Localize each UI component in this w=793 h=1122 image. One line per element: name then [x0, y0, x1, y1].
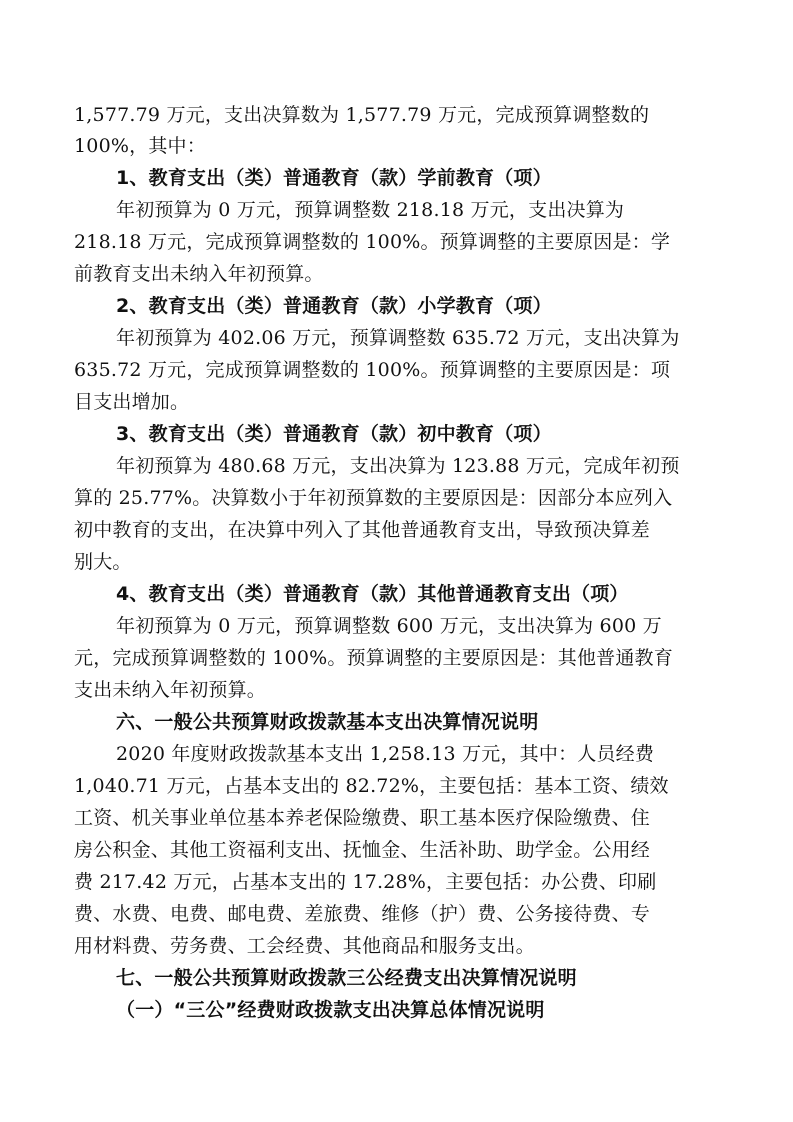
body-text-line: 前教育支出未纳入年初预算。: [74, 263, 324, 285]
item-heading: 2、教育支出（类）普通教育（款）小学教育（项）: [116, 295, 552, 317]
body-text-line: 别大。: [74, 551, 132, 573]
section-heading: 六、一般公共预算财政拨款基本支出决算情况说明: [116, 711, 539, 733]
item-heading: 4、教育支出（类）普通教育（款）其他普通教育支出（项）: [116, 583, 629, 605]
body-text-line: 2020 年度财政拨款基本支出 1,258.13 万元，其中：人员经费: [116, 743, 655, 765]
body-text-line: 工资、机关事业单位基本养老保险缴费、职工基本医疗保险缴费、住: [74, 807, 651, 829]
body-text-line: 年初预算为 480.68 万元，支出决算为 123.88 万元，完成年初预: [116, 455, 680, 477]
body-text-line: 目支出增加。: [74, 391, 190, 413]
body-text-line: 218.18 万元，完成预算调整数的 100%。预算调整的主要原因是：学: [74, 231, 671, 253]
body-text-line: 元，完成预算调整数的 100%。预算调整的主要原因是：其他普通教育: [74, 647, 673, 669]
body-text-line: 费、水费、电费、邮电费、差旅费、维修（护）费、公务接待费、专: [74, 903, 651, 925]
body-text-line: 1,040.71 万元，占基本支出的 82.72%，主要包括：基本工资、绩效: [74, 775, 669, 797]
item-heading: 3、教育支出（类）普通教育（款）初中教育（项）: [116, 423, 552, 445]
section-heading: 七、一般公共预算财政拨款三公经费支出决算情况说明: [116, 967, 577, 989]
item-heading: 1、教育支出（类）普通教育（款）学前教育（项）: [116, 167, 552, 189]
body-text-line: 年初预算为 0 万元，预算调整数 600 万元，支出决算为 600 万: [116, 615, 662, 637]
body-text-line: 年初预算为 402.06 万元，预算调整数 635.72 万元，支出决算为: [116, 327, 680, 349]
body-text-line: 100%，其中：: [74, 135, 206, 157]
body-text-line: 1,577.79 万元，支出决算数为 1,577.79 万元，完成预算调整数的: [74, 104, 650, 126]
body-text-line: 年初预算为 0 万元，预算调整数 218.18 万元，支出决算为: [116, 199, 625, 221]
body-text-line: 算的 25.77%。决算数小于年初预算数的主要原因是：因部分本应列入: [74, 487, 673, 509]
subsection-heading: （一）“三公”经费财政拨款支出决算总体情况说明: [116, 999, 545, 1021]
body-text-line: 用材料费、劳务费、工会经费、其他商品和服务支出。: [74, 935, 535, 957]
body-text-line: 635.72 万元，完成预算调整数的 100%。预算调整的主要原因是：项: [74, 359, 671, 381]
body-text-line: 费 217.42 万元，占基本支出的 17.28%，主要包括：办公费、印刷: [74, 871, 657, 893]
body-text-line: 支出未纳入年初预算。: [74, 679, 267, 701]
body-text-line: 房公积金、其他工资福利支出、抚恤金、生活补助、助学金。公用经: [74, 839, 651, 861]
body-text-line: 初中教育的支出，在决算中列入了其他普通教育支出，导致预决算差: [74, 519, 651, 541]
